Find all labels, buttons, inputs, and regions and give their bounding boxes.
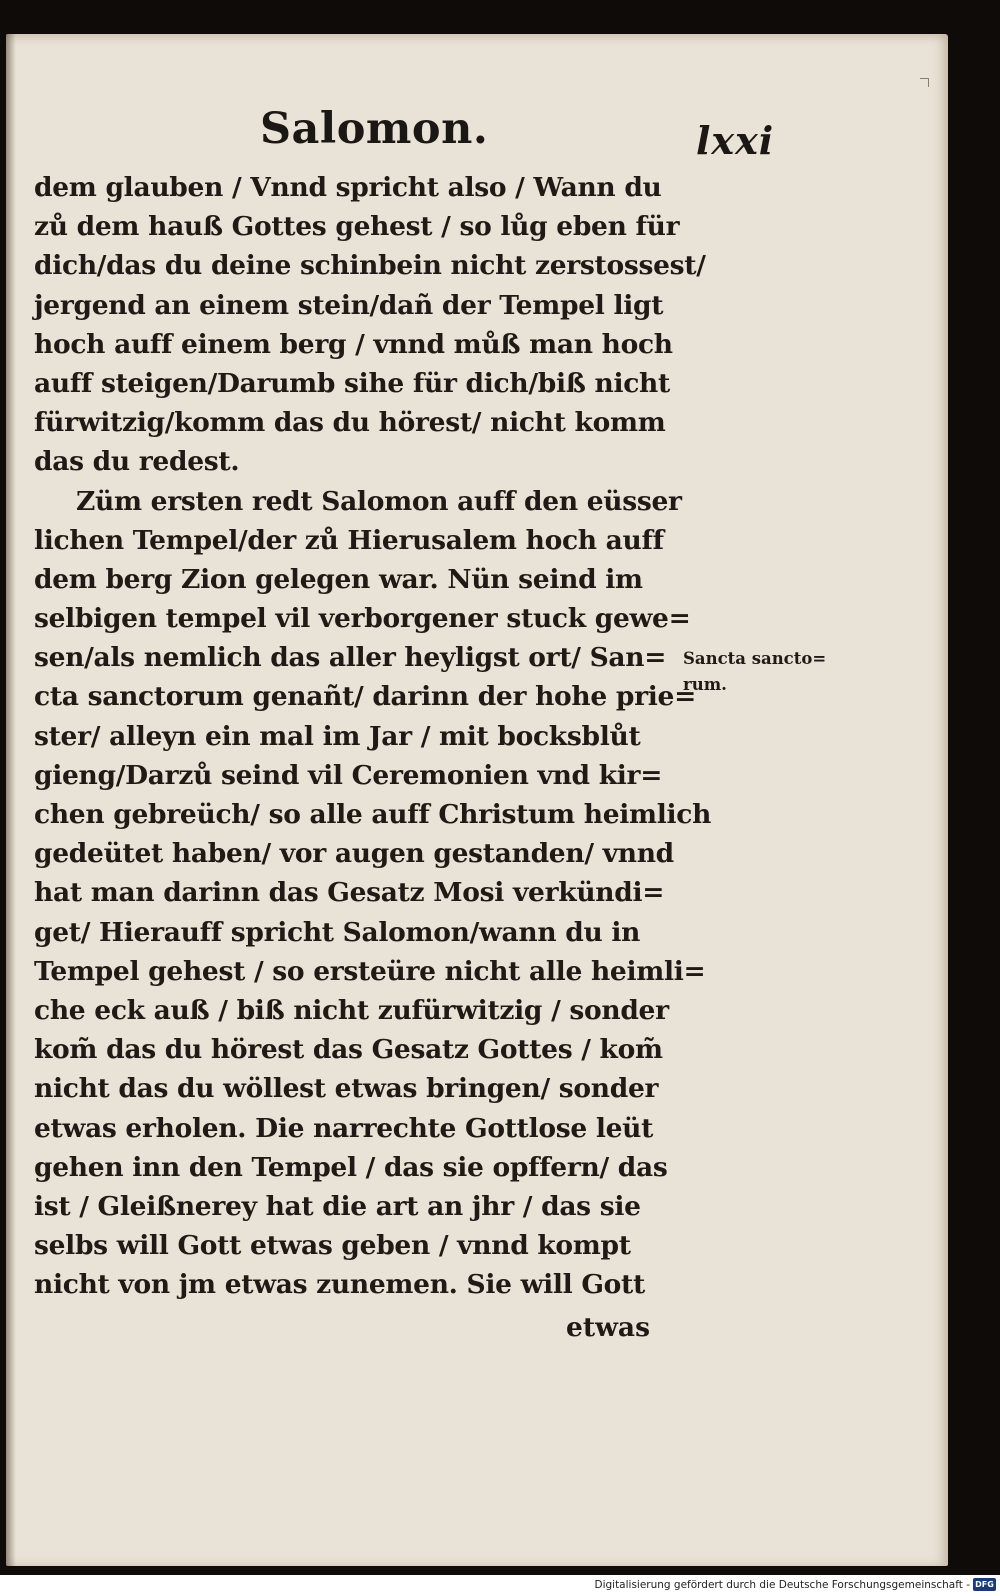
gutter-shadow (6, 34, 16, 1566)
text-line: dem berg Zion gelegen war. Nün seind im (34, 563, 643, 595)
text-line: zů dem hauß Gottes gehest / so lůg eben für (34, 211, 680, 243)
text-line: lichen Tempel/der zů Hierusalem hoch auff (34, 524, 664, 556)
text-line: gehen inn den Tempel / das sie opffern/ das (34, 1151, 668, 1183)
text-line: fürwitzig/komm das du hörest/ nicht komm (34, 407, 666, 439)
dfg-logo-icon: DFG (973, 1578, 996, 1591)
text-line: gieng/Darzů seind vil Ceremonien vnd kir= (34, 759, 663, 791)
text-line: dich/das du deine schinbein nicht zerstossest/ (34, 250, 706, 282)
text-line: hoch auff einem berg / vnnd můß man hoch (34, 328, 673, 360)
page-corner-mark (920, 78, 929, 87)
marginal-note-line: rum. (683, 675, 727, 694)
text-line: das du redest. (34, 446, 240, 478)
text-line: nicht von jm etwas zunemen. Sie will Gott (34, 1269, 645, 1301)
funding-credit: Digitalisierung gefördert durch die Deutsche Forschungsgemeinschaft - (594, 1579, 970, 1591)
text-line: nicht das du wöllest etwas bringen/ sonder (34, 1073, 659, 1105)
running-head: Salomon. (260, 104, 489, 154)
text-line: ster/ alleyn ein mal im Jar / mit bocksblůt (34, 720, 641, 752)
text-line: jergend an einem stein/dañ der Tempel ligt (34, 289, 664, 321)
text-line: chen gebreüch/ so alle auff Christum heimlich (34, 799, 712, 830)
text-line: gedeütet haben/ vor augen gestanden/ vnnd (34, 838, 674, 870)
catchword: etwas (566, 1312, 651, 1343)
text-line: ist / Gleißnerey hat die art an jhr / das sie (34, 1190, 641, 1222)
text-line: dem glauben / Vnnd spricht also / Wann du (34, 172, 662, 203)
text-line: selbs will Gott etwas geben / vnnd kompt (34, 1230, 631, 1262)
text-line: cta sanctorum genañt/ darinn der hohe prie= (34, 681, 696, 713)
text-line-paragraph-start: Züm ersten redt Salomon auff den eüsser (76, 485, 682, 517)
text-line: kom̃ das du hörest das Gesatz Gottes / kom̃ (34, 1034, 663, 1066)
text-line: che eck auß / biß nicht zufürwitzig / sonder (34, 994, 669, 1026)
marginal-note (683, 646, 827, 698)
text-line: sen/als nemlich das aller heyligst ort/ San= (34, 642, 667, 674)
body-text (34, 168, 712, 1304)
text-line: auff steigen/Darumb sihe für dich/biß nicht (34, 367, 670, 399)
marginal-note-line: Sancta sancto= (683, 649, 827, 668)
text-line: selbigen tempel vil verborgener stuck gewe= (34, 603, 691, 635)
text-line: hat man darinn das Gesatz Mosi verkündi= (34, 877, 665, 909)
text-line: Tempel gehest / so ersteüre nicht alle heimli= (34, 955, 706, 987)
text-line: get/ Hierauff spricht Salomon/wann du in (34, 916, 641, 948)
folio-number: lxxi (696, 118, 775, 163)
text-line: etwas erholen. Die narrechte Gottlose leüt (34, 1112, 654, 1144)
